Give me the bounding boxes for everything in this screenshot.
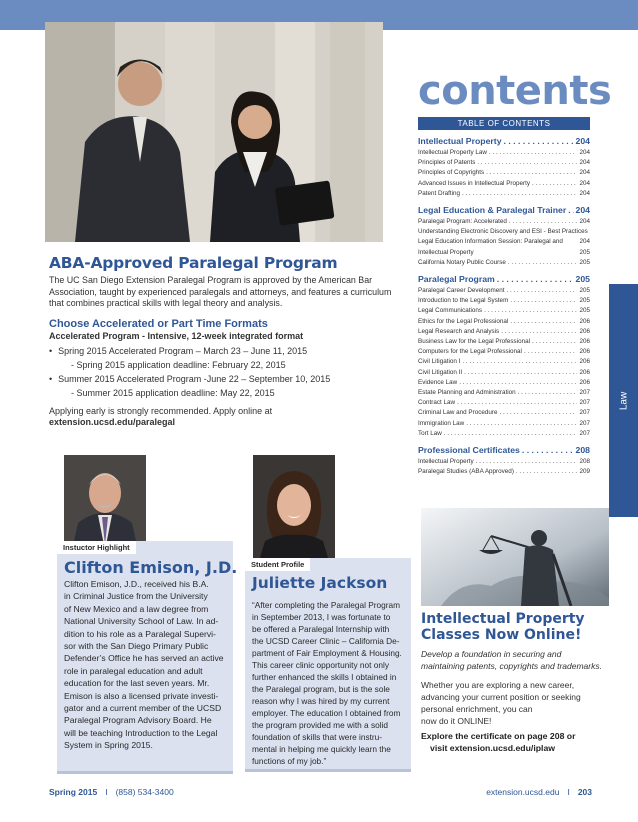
side-tab-label: Law — [618, 391, 629, 410]
ip-online-promo — [421, 611, 606, 754]
toc-section-title[interactable]: Intellectual Property . . . 204 — [418, 135, 590, 148]
list-item: • Summer 2015 Accelerated Program -June 22 – September 10, 2015 — [49, 372, 394, 386]
toc-entry[interactable]: Contract Law . . . 207 — [418, 398, 590, 408]
ip-promo-lead: Develop a foundation in securing and maintaining patents, copyrights and trademarks. — [421, 649, 602, 671]
instructor-bio: Clifton Emison, J.D., received his B.A. in Criminal Justice from the University of New Mexico and a law degree from National University School of Law. In ad- dition to his role as a Paralegal Supervi- sor with the San Diego Primary Public Defender’s Office he has served an active role in paralegal education and adult education for the last seven years. Mr. Emison is also a licensed private investi- gator and a current member of the UCSD Paralegal Program Advisory Board. He will be teaching Introduction to the Legal System in Spring 2015. — [64, 579, 224, 751]
footer-separator: I — [567, 787, 570, 797]
toc-entry[interactable]: Legal Research and Analysis . . . 206 — [418, 327, 590, 337]
formats-heading: Choose Accelerated or Part Time Formats — [49, 317, 268, 330]
footer-separator: I — [105, 787, 108, 797]
section-side-tab — [609, 284, 638, 517]
toc-section-title[interactable]: Legal Education & Paralegal Trainer . . . 204 — [418, 204, 590, 217]
toc-header: TABLE OF CONTENTS — [418, 117, 590, 130]
toc-entry[interactable]: Computers for the Legal Professional . . . 206 — [418, 347, 590, 357]
toc-entry[interactable]: Paralegal Studies (ABA Approved) . . . 209 — [418, 467, 590, 477]
toc-section — [418, 204, 590, 268]
toc-entry[interactable]: Civil Litigation II . . . 206 — [418, 368, 590, 378]
formats-subheading: Accelerated Program - Intensive, 12-week integrated format — [49, 330, 304, 341]
toc-entry[interactable]: Immigration Law . . . 207 — [418, 419, 590, 429]
toc-entry[interactable]: Patent Drafting . . . 204 — [418, 189, 590, 199]
aba-program-section — [49, 254, 394, 429]
contents-title: contents — [418, 68, 612, 114]
footer-left — [49, 787, 174, 797]
toc-section-title[interactable]: Professional Certificates . . . 208 — [418, 444, 590, 457]
toc-entry[interactable]: Paralegal Program: Accelerated . . . 204 — [418, 217, 590, 227]
apply-note: Applying early is strongly recommended. Apply online at extension.ucsd.edu/paralegal — [49, 405, 273, 427]
toc-entry[interactable]: Tort Law . . . 207 — [418, 429, 590, 439]
ip-promo-body: Whether you are exploring a new career, advancing your current position or seeking personal enrichment, you can now do it ONLINE! — [421, 680, 581, 726]
footer-right — [486, 787, 592, 797]
toc-entry[interactable]: Introduction to the Legal System . . . 205 — [418, 296, 590, 306]
toc-entry[interactable]: Principles of Copyrights . . . 204 — [418, 168, 590, 178]
footer-phone: (858) 534-3400 — [115, 787, 174, 797]
student-photo — [253, 455, 335, 561]
toc-section — [418, 444, 590, 477]
toc-entry[interactable]: Advanced Issues in Intellectual Property . . . 204 — [418, 179, 590, 189]
toc-entry[interactable]: Criminal Law and Procedure . . . 207 — [418, 408, 590, 418]
program-dates-list — [49, 344, 394, 400]
toc-entry[interactable]: Evidence Law . . . 206 — [418, 378, 590, 388]
instructor-photo — [64, 455, 146, 550]
apply-link[interactable]: extension.ucsd.edu/paralegal — [49, 417, 176, 427]
toc-section — [418, 135, 590, 199]
toc-section-title[interactable]: Paralegal Program . . . 205 — [418, 273, 590, 286]
page-number: 203 — [577, 787, 592, 797]
footer-season: Spring 2015 — [49, 787, 98, 797]
toc-entry[interactable]: Legal Communications . . . 205 — [418, 306, 590, 316]
toc-entry[interactable]: Civil Litigation I . . . 206 — [418, 357, 590, 367]
toc-entry[interactable]: Understanding Electronic Discovery and ESI - Best Practices 204 — [418, 228, 590, 246]
justice-statue-image — [421, 508, 609, 606]
toc-entry[interactable]: Estate Planning and Administration . . . 207 — [418, 388, 590, 398]
toc-entry[interactable]: Ethics for the Legal Professional . . . 206 — [418, 317, 590, 327]
toc-entry[interactable]: Intellectual Property . . . 208 — [418, 457, 590, 467]
instructor-tag: Instuctor Highlight — [57, 541, 136, 554]
instructor-highlight-card — [57, 541, 238, 774]
ip-promo-cta[interactable]: Explore the certificate on page 208 or visit extension.ucsd.edu/iplaw — [421, 731, 576, 753]
toc-entry[interactable]: Business Law for the Legal Professional . . . 206 — [418, 337, 590, 347]
toc-entry[interactable]: Principles of Patents . . . 204 — [418, 158, 590, 168]
toc-section — [418, 273, 590, 439]
footer-site[interactable]: extension.ucsd.edu — [486, 787, 560, 797]
hero-photo — [45, 22, 383, 242]
toc-entry[interactable]: California Notary Public Course . . . 205 — [418, 258, 590, 268]
list-item: - Spring 2015 application deadline: February 22, 2015 — [71, 359, 286, 370]
aba-intro: The UC San Diego Extension Paralegal Program is approved by the American Bar Association, taught by experienced paralegals and attorneys, and features a curriculum that combines practical skills with legal theory and analysis. — [49, 275, 392, 308]
list-item: • Spring 2015 Accelerated Program – March 23 – June 11, 2015 — [49, 344, 394, 358]
table-of-contents — [418, 117, 590, 482]
student-quote: “After completing the Paralegal Program in September 2013, I was fortunate to be offered a Paralegal Internship with the UCSD Career Clinic – California De- partment of Fair Employment & Housing. This career clinic opportunity not only further enhanced the skills I obtained in the Paralegal program, but is the sole reason why I was hired by my current employer. The education I obtained from the program provided me with a solid foundation of skills that were instru- mental in helping me quickly learn the functions of my job.” — [252, 600, 402, 766]
toc-entry[interactable]: Paralegal Career Development . . . 205 — [418, 286, 590, 296]
student-profile-card — [245, 558, 411, 772]
ip-promo-title: Intellectual Property Classes Now Online! — [421, 611, 585, 643]
list-item: - Summer 2015 application deadline: May 22, 2015 — [71, 387, 275, 398]
student-tag: Student Profile — [245, 558, 310, 571]
toc-entry[interactable]: Intellectual Property Law . . . 204 — [418, 148, 590, 158]
aba-title: ABA-Approved Paralegal Program — [49, 254, 338, 272]
instructor-name: Clifton Emison, J.D. — [64, 558, 238, 577]
student-name: Juliette Jackson — [252, 574, 388, 592]
toc-entry[interactable]: Legal Education Information Session: Paralegal and Intellectual Property 205 — [418, 238, 590, 256]
